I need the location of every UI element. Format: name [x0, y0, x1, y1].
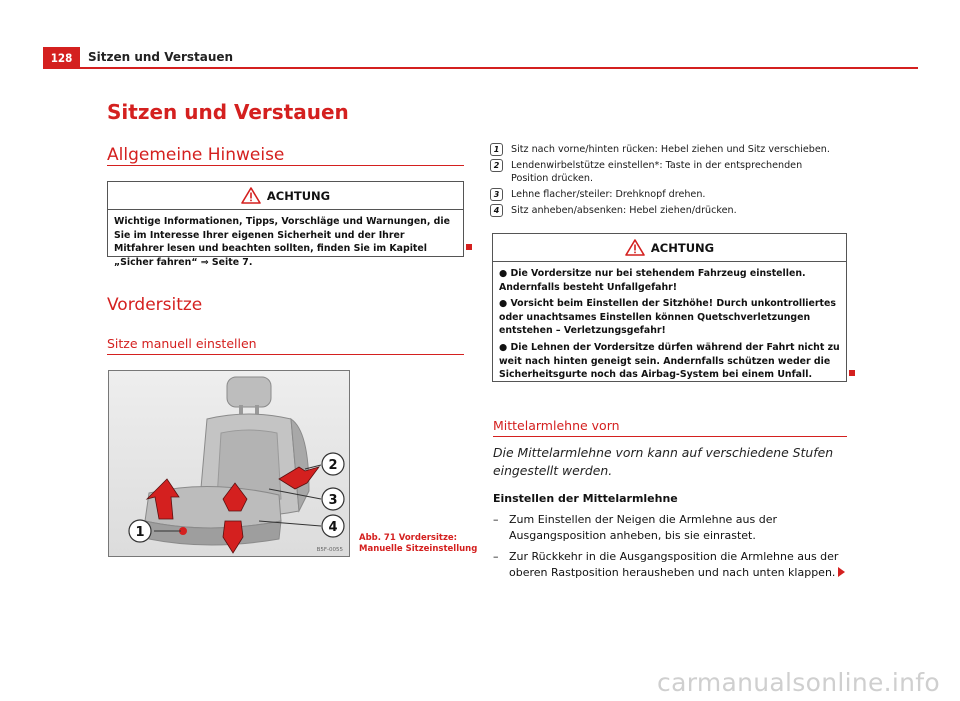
warning-triangle-icon [241, 187, 261, 204]
header-rule [43, 67, 918, 69]
figure-caption-line: Abb. 71 Vordersitze: [359, 533, 458, 543]
section-heading-front-seats: Vordersitze [107, 295, 203, 315]
step-number-badge: 4 [490, 204, 503, 217]
end-of-section-icon [849, 370, 855, 376]
end-of-section-icon [466, 244, 472, 250]
watermark: carmanualsonline.info [657, 668, 940, 697]
list-item [493, 512, 843, 544]
step-number-badge: 1 [490, 143, 503, 156]
warning-item: ● Die Lehnen der Vordersitze dürfen während der Fahrt nicht zu weit nach hinten geneigt sein. Andernfalls schützen weder die Sicherheitsgurte noch das Airbag-System bei einem Unfall. [499, 341, 840, 381]
seat-illustration [109, 371, 350, 557]
seat-adjustment-figure [108, 370, 350, 557]
step-text: Lehne flacher/steiler: Drehknopf drehen. [511, 189, 706, 200]
figure-caption [359, 533, 477, 555]
armrest-intro: Die Mittelarmlehne vorn kann auf verschiedene Stufen eingestellt werden. [493, 445, 834, 478]
step-text: Lendenwirbelstütze einstellen*: Taste in der entsprechenden Position drücken. [511, 160, 803, 184]
subsection-heading-armrest: Mittelarmlehne vorn [493, 418, 620, 433]
armrest-subheading: Einstellen der Mittelarmlehne [493, 492, 678, 505]
bullet-dash: – [493, 550, 499, 563]
callout-4: 4 [328, 520, 338, 535]
step-number-badge: 2 [490, 159, 503, 172]
warning-header [108, 182, 463, 210]
warning-box-general [107, 181, 464, 268]
warning-list [493, 262, 846, 389]
section-rule [107, 354, 464, 355]
warning-paragraph: Wichtige Informationen, Tipps, Vorschläge und Warnungen, die Sie im Interesse Ihrer eigenen Sicherheit und der Ihrer Mitfahrer lesen und beachten sollten, finden Sie im Kapitel „Sicher fahren“ ⇒ Seite 7. [114, 216, 450, 268]
bullet-dash: – [493, 513, 499, 526]
adjustment-steps [490, 143, 835, 220]
page-number: 128 [43, 47, 80, 68]
step-item [490, 204, 835, 217]
callout-1: 1 [135, 525, 145, 540]
warning-label: ACHTUNG [266, 188, 331, 203]
running-header-title: Sitzen und Verstauen [88, 50, 234, 64]
continue-arrow-icon [838, 567, 845, 577]
armrest-instructions [493, 512, 843, 586]
list-item [493, 549, 843, 581]
section-heading-general: Allgemeine Hinweise [107, 145, 285, 165]
warning-item: ● Die Vordersitze nur bei stehendem Fahrzeug einstellen. Andernfalls besteht Unfallgefahr! [499, 268, 806, 293]
step-text: Sitz nach vorne/hinten rücken: Hebel ziehen und Sitz verschieben. [511, 144, 830, 155]
warning-header [493, 234, 846, 262]
figure-caption-line: Manuelle Sitzeinstellung [359, 544, 478, 554]
step-item [490, 159, 835, 185]
subsection-heading-manual-seats: Sitze manuell einstellen [107, 336, 257, 351]
callout-3: 3 [328, 493, 338, 508]
step-item [490, 143, 835, 156]
warning-item: ● Vorsicht beim Einstellen der Sitzhöhe! Durch unkontrolliertes oder unachtsames Einstellen können Quetschverletzungen entstehen – Verletzungsgefahr! [499, 298, 836, 337]
list-item-text: Zum Einstellen der Neigen die Armlehne aus der Ausgangsposition anheben, bis sie einrastet. [509, 513, 778, 542]
step-number-badge: 3 [490, 188, 503, 201]
warning-text [108, 210, 463, 276]
chapter-title: Sitzen und Verstauen [107, 100, 349, 124]
callout-2: 2 [328, 458, 338, 473]
step-item [490, 188, 835, 201]
warning-triangle-icon [625, 239, 645, 256]
step-text: Sitz anheben/absenken: Hebel ziehen/drücken. [511, 205, 737, 216]
section-rule [493, 436, 847, 437]
warning-label: ACHTUNG [650, 240, 715, 255]
warning-box-front-seats [492, 233, 847, 382]
section-rule [107, 165, 464, 166]
figure-code: B5F-0055 [316, 547, 343, 553]
list-item-text: Zur Rückkehr in die Ausgangsposition die Armlehne aus der oberen Rastposition herausheben und nach unten klappen. [509, 550, 839, 579]
